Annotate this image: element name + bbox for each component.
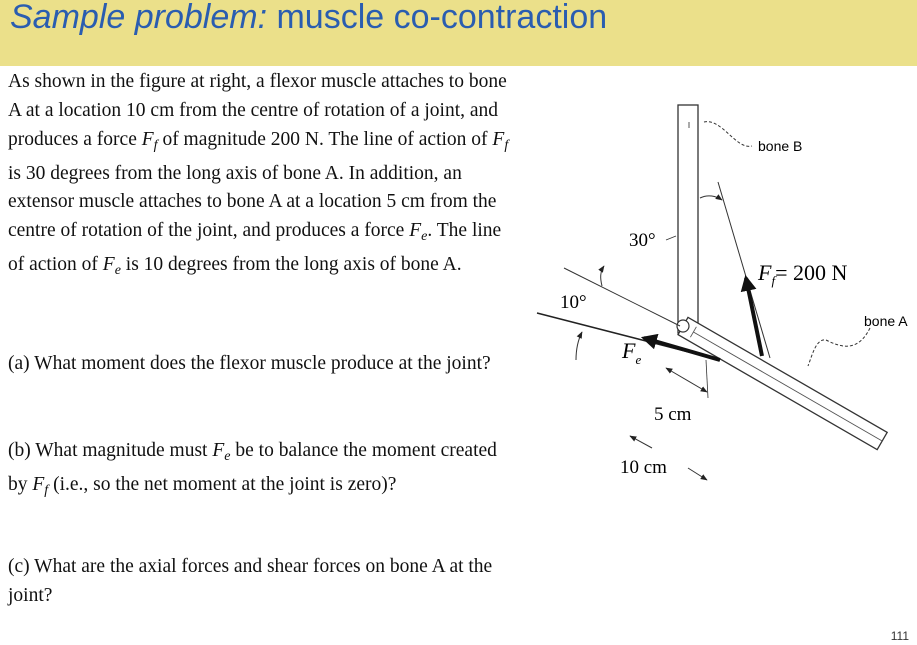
dim-10cm-label: 10 cm [620, 457, 667, 478]
dim-10cm-line-left [630, 436, 652, 448]
ff-arrow [746, 278, 762, 356]
force-fe-symbol: $F_e$ [102, 254, 121, 279]
question-text: be to balance the moment created by [8, 440, 497, 495]
joint-diagram [525, 95, 917, 495]
dim-10cm-line-right [688, 468, 707, 480]
force-ff-symbol: $F_f$ [32, 474, 49, 499]
angle-10-arc-upper [601, 266, 604, 286]
force-ff-symbol: $F_f$ [141, 128, 158, 153]
problem-text: is 30 degrees from the long axis of bone A. In addition, an extensor muscle attaches to bone A at a location 5 cm from the centre of rotation of the joint, and produces a force [8, 162, 497, 242]
bone-a-label: bone A [864, 313, 908, 329]
dim-5cm-line [666, 368, 707, 392]
slide-title-rest: muscle co-contraction [267, 0, 608, 36]
angle-10-label: 10° [560, 292, 587, 313]
bone-b [678, 105, 698, 333]
problem-text: is 10 degrees from the long axis of bone A. [120, 254, 462, 276]
force-fe-symbol: $F_e$ [409, 220, 428, 245]
ff-label: $F_f= 200$ N [758, 260, 848, 288]
angle-30-arc [700, 196, 722, 200]
force-fe-symbol: $F_e$ [212, 440, 231, 465]
bone-a [678, 317, 887, 449]
fe-label: $F_e$ [622, 338, 642, 367]
angle-30-leader [666, 236, 676, 240]
page-number: 111 [890, 629, 909, 643]
problem-text: As shown in the figure at right, a flexor muscle attaches to bone A at a location 10 cm from the centre of rotation of a joint, and produces a force [8, 71, 507, 150]
problem-text: . The line of action of [8, 220, 502, 276]
dim-5cm-label: 5 cm [654, 404, 692, 425]
bone-b-leader [704, 122, 752, 147]
joint-center [677, 320, 689, 332]
dim-5cm-tick [706, 360, 708, 398]
bone-b-label: bone B [758, 138, 803, 154]
title-bar [0, 0, 917, 66]
force-ff-symbol: $F_f$ [492, 128, 509, 153]
question-b [8, 437, 513, 505]
question-text: (b) What magnitude must [8, 440, 213, 461]
slide-title-italic: Sample problem: [10, 0, 268, 36]
problem-statement [8, 68, 513, 285]
angle-10-arc-lower [576, 332, 582, 360]
problem-text: of magnitude 200 N. The line of action of [157, 128, 493, 150]
question-c: (c) What are the axial forces and shear forces on bone A at the joint? [8, 556, 493, 606]
question-text: (i.e., so the net moment at the joint is zero)? [48, 474, 397, 495]
slide-title [10, 0, 607, 37]
bone-a-leader [808, 328, 870, 366]
question-a: (a) What moment does the flexor muscle produce at the joint? [8, 353, 491, 374]
angle-30-label: 30° [629, 230, 656, 251]
